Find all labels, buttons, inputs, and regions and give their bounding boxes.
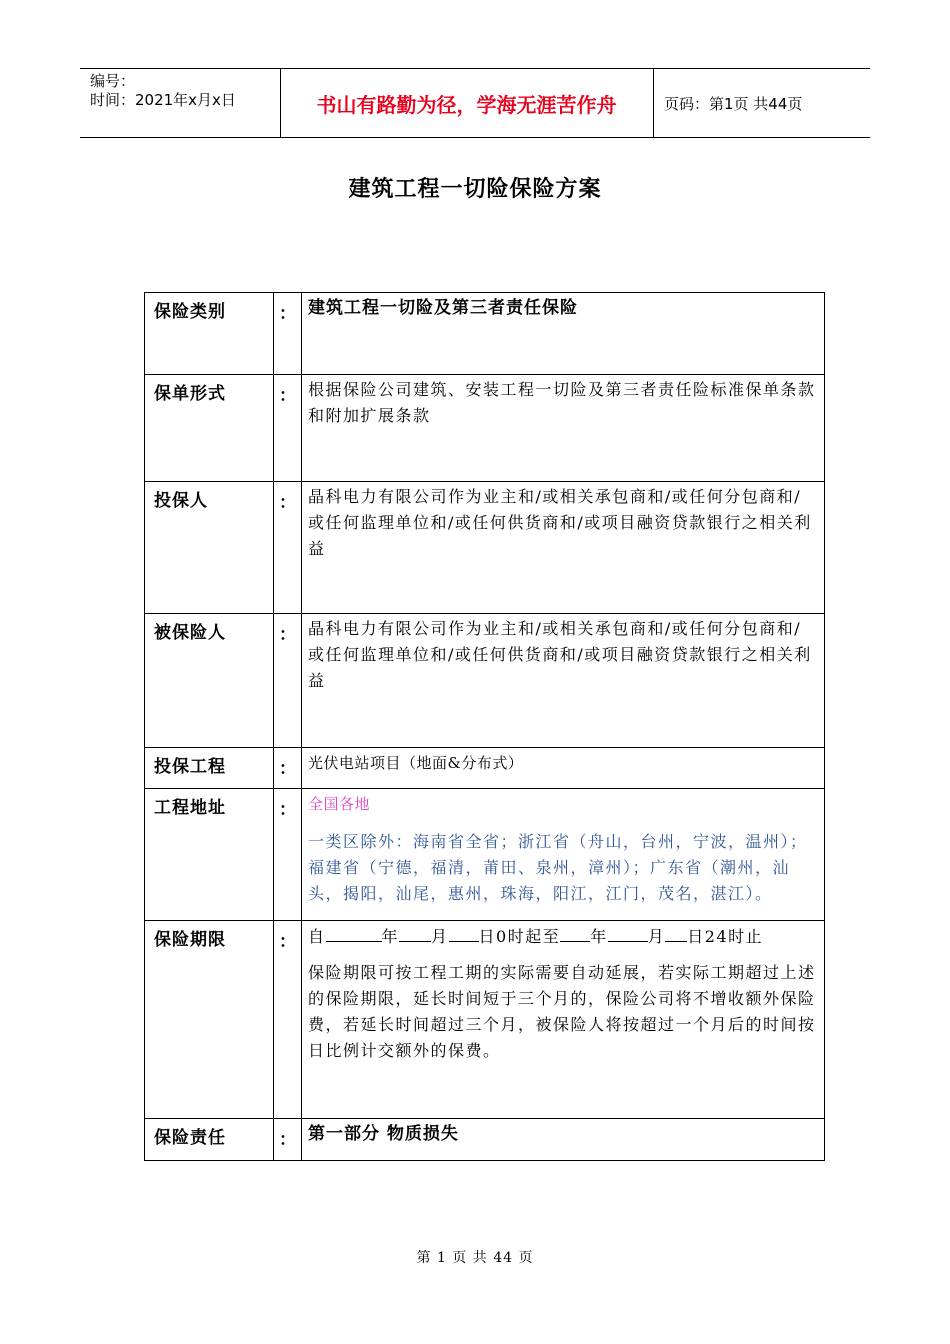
row-colon: ： [274, 748, 302, 789]
table-row [145, 921, 825, 1119]
row-colon: ： [274, 614, 302, 748]
row-value: 光伏电站项目（地面&分布式） [302, 748, 825, 789]
row-colon: ： [274, 482, 302, 614]
header-motto: 书山有路勤为径，学海无涯苦作舟 [280, 69, 654, 137]
row-label: 保险期限 [145, 921, 274, 1119]
number-label: 编号： [90, 72, 136, 90]
row-label: 保险责任 [145, 1119, 274, 1161]
row-label: 投保工程 [145, 748, 274, 789]
row-value: 建筑工程一切险及第三者责任保险 [302, 293, 825, 375]
row-label: 工程地址 [145, 789, 274, 921]
blank-year-end [560, 923, 590, 942]
header-page-info: 页码：第1页 共44页 [664, 94, 803, 113]
blank-day-end [665, 923, 687, 942]
row-value: 第一部分 物质损失 [302, 1119, 825, 1161]
row-value-address [302, 789, 825, 921]
row-colon: ： [274, 789, 302, 921]
table-row [145, 375, 825, 482]
blank-month-end [608, 923, 648, 942]
page-footer: 第 1 页 共 44 页 [416, 1250, 534, 1266]
blank-month-start [399, 923, 431, 942]
row-value: 根据保险公司建筑、安装工程一切险及第三者责任险标准保单条款和附加扩展条款 [302, 375, 825, 482]
document-title: 建筑工程一切险保险方案 [348, 176, 602, 202]
row-value: 晶科电力有限公司作为业主和/或相关承包商和/或任何分包商和/或任何监理单位和/或任何供货商和/或项目融资贷款银行之相关利益 [302, 482, 825, 614]
row-colon: ： [274, 375, 302, 482]
table-row [145, 789, 825, 921]
row-colon: ： [274, 293, 302, 375]
page-header [80, 68, 870, 138]
header-meta [80, 69, 281, 137]
table-row [145, 482, 825, 614]
insurance-plan-table [144, 292, 825, 1161]
row-label: 投保人 [145, 482, 274, 614]
address-exclusions: 一类区除外：海南省全省；浙江省（舟山，台州，宁波，温州）；福建省（宁德，福清，莆田、泉州，漳州）；广东省（潮州，汕头，揭阳，汕尾，惠州，珠海，阳江，江门，茂名，湛江）。 [308, 832, 808, 903]
row-label: 保险类别 [145, 293, 274, 375]
row-label: 被保险人 [145, 614, 274, 748]
address-scope: 全国各地 [308, 795, 371, 813]
table-row [145, 1119, 825, 1161]
row-colon: ： [274, 921, 302, 1119]
row-colon: ： [274, 1119, 302, 1161]
table-row [145, 293, 825, 375]
row-value-period [302, 921, 825, 1119]
blank-day-start [449, 923, 479, 942]
blank-year-start [326, 923, 382, 942]
period-description: 保险期限可按工程工期的实际需要自动延展，若实际工期超过上述的保险期限，延长时间短于三个月的，保险公司将不增收额外保险费，若延长时间超过三个月，被保险人将按超过一个月后的时间按日比例计交额外的保费。 [308, 963, 816, 1060]
row-label: 保单形式 [145, 375, 274, 482]
table-row [145, 614, 825, 748]
row-value: 晶科电力有限公司作为业主和/或相关承包商和/或任何分包商和/或任何监理单位和/或任何供货商和/或项目融资贷款银行之相关利益 [302, 614, 825, 748]
time-label: 时间：2021年x月x日 [90, 91, 236, 109]
table-row [145, 748, 825, 789]
period-line: 自 年 月 日0时起至 年 月 日24时止 [308, 923, 816, 950]
